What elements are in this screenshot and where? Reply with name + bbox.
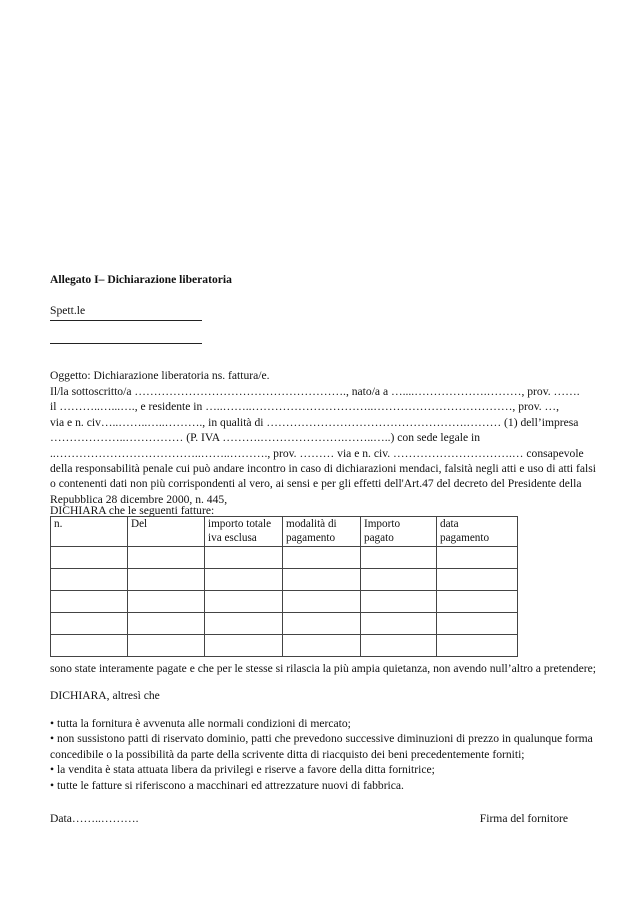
table-cell[interactable] — [128, 569, 205, 591]
table-cell[interactable] — [283, 635, 361, 657]
table-cell[interactable] — [205, 613, 283, 635]
list-item: • non sussistono patti di riservato dominio, patti che prevedono successive diminuzioni di prezzo in qualunque forma — [50, 732, 593, 746]
column-header-importo-pagato: Importo pagato — [361, 517, 437, 547]
body-line: della responsabilità penale cui può andare incontro in caso di dichiarazioni mendaci, falsità negli atti e uso di atti falsi — [50, 462, 597, 476]
conditions-list — [50, 716, 606, 793]
signature-row — [50, 811, 606, 826]
table-row — [51, 613, 518, 635]
table-cell[interactable] — [437, 635, 518, 657]
body-line: o contenenti dati non più corrispondenti al vero, ai sensi e per gli effetti dell'Art.47 del decreto del Presidente della — [50, 477, 582, 491]
subject-line — [50, 368, 606, 383]
body-line: il ………..…...…., e residente in …..……..…………………………..………………………………, prov. …, — [50, 400, 560, 414]
table-cell[interactable] — [437, 569, 518, 591]
table-cell[interactable] — [437, 591, 518, 613]
list-item: • tutta la fornitura è avvenuta alle normali condizioni di mercato; — [50, 717, 351, 730]
table-cell[interactable] — [283, 613, 361, 635]
table-row — [51, 547, 518, 569]
table-cell[interactable] — [128, 591, 205, 613]
table-cell[interactable] — [128, 613, 205, 635]
table-cell[interactable] — [205, 569, 283, 591]
list-item: concedibile o la possibilità da parte della scrivente ditta di riacquisto dei beni precedentemente forniti; — [50, 747, 525, 761]
column-header-data-pagamento: data pagamento — [437, 517, 518, 547]
subject-text: Oggetto: Dichiarazione liberatoria ns. fattura/e. — [50, 369, 270, 382]
recipient-label: Spett.le — [50, 304, 86, 317]
declare-invoices-text: DICHIARA che le seguenti fatture: — [50, 504, 215, 517]
column-header-modalita: modalità di pagamento — [283, 517, 361, 547]
table-cell[interactable] — [205, 635, 283, 657]
table-cell[interactable] — [361, 547, 437, 569]
document-title: Allegato I– Dichiarazione liberatoria — [50, 273, 232, 286]
body-line: via e n. civ…..……..…..………., in qualità di …………………………………………….……… (1) dell’impresa — [50, 415, 579, 429]
recipient-line-1 — [50, 320, 202, 321]
date-label: Data……..………. — [50, 812, 139, 825]
table-cell[interactable] — [361, 613, 437, 635]
declare-also-heading — [50, 688, 606, 703]
body-line: Repubblica 28 dicembre 2000, n. 445, — [50, 492, 228, 506]
table-cell[interactable] — [283, 569, 361, 591]
table-cell[interactable] — [205, 591, 283, 613]
table-cell[interactable] — [51, 591, 128, 613]
body-line: ………………..…………… (P. IVA ……….………………….……..…..) con sede legale in — [50, 431, 481, 445]
body-line: Il/la sottoscritto/a ………………………………………………., nato/a a …....……………….………, prov. ……. — [50, 385, 580, 398]
recipient-line-2 — [50, 343, 202, 344]
table-cell[interactable] — [283, 547, 361, 569]
table-cell[interactable] — [51, 569, 128, 591]
table-row — [51, 635, 518, 657]
table-cell[interactable] — [361, 591, 437, 613]
list-item: • tutte le fatture si riferiscono a macchinari ed attrezzature nuovi di fabbrica. — [50, 778, 404, 792]
table-cell[interactable] — [128, 547, 205, 569]
table-cell[interactable] — [51, 613, 128, 635]
list-item: • la vendita è stata attuata libera da privilegi e riserve a favore della ditta fornitrice; — [50, 763, 435, 777]
table-cell[interactable] — [128, 635, 205, 657]
table-cell[interactable] — [51, 635, 128, 657]
table-cell[interactable] — [361, 569, 437, 591]
column-header-del: Del — [128, 517, 205, 547]
table-row — [51, 569, 518, 591]
invoices-table — [50, 516, 518, 657]
table-cell[interactable] — [51, 547, 128, 569]
body-line: ..………………………………..……..………., prov. ……… via e n. civ. ………………………….… consapevole — [50, 446, 584, 460]
column-header-n: n. — [51, 517, 128, 547]
supplier-signature-label: Firma del fornitore — [479, 812, 568, 825]
column-header-importo-totale: importo totale iva esclusa — [205, 517, 283, 547]
paid-statement-text: sono state interamente pagate e che per le stesse si rilascia la più ampia quietanza, non avendo null’altro a pretendere; — [50, 662, 596, 675]
table-cell[interactable] — [361, 635, 437, 657]
table-cell[interactable] — [437, 613, 518, 635]
table-header-row — [51, 517, 518, 547]
table-cell[interactable] — [437, 547, 518, 569]
declarant-block — [50, 384, 606, 507]
table-cell[interactable] — [283, 591, 361, 613]
table-row — [51, 591, 518, 613]
table-cell[interactable] — [205, 547, 283, 569]
paid-statement — [50, 661, 606, 676]
declare-also-text: DICHIARA, altresì che — [50, 689, 160, 702]
